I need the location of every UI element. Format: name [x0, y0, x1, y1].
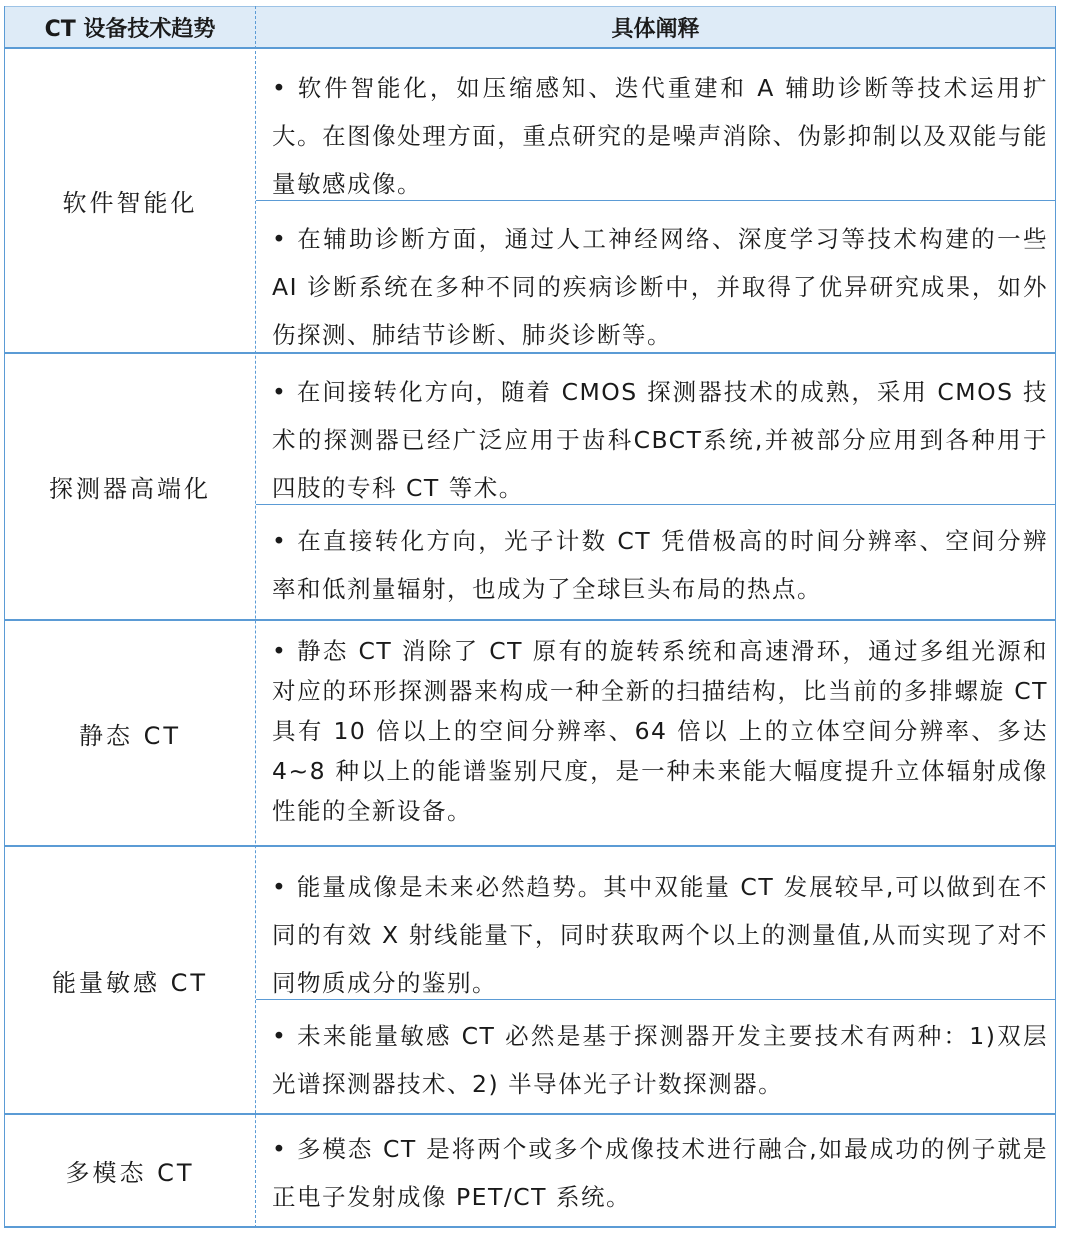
detail-cell [256, 48, 1055, 201]
trend-label: 软件智能化 [62, 188, 198, 217]
detail-text: • 静态 CT 消除了 CT 原有的旋转系统和高速滑环，通过多组光源和对应的环形探测器来构成一种全新的扫描结构，比当前的多排螺旋 CT 具有 10 倍以上的空间分辨率、64 倍以 上的立体空间分辨率、多达 4~8 种以上的能谱鉴别尺度，是一种未来能大幅度提升立体辐射成像性能的全新设备。 [272, 637, 1048, 825]
detail-text: • 多模态 CT 是将两个或多个成像技术进行融合,如最成功的例子就是正电子发射成像 PET/CT 系统。 [272, 1135, 1048, 1211]
detail-cell [256, 505, 1055, 619]
detail-cell [256, 621, 1055, 845]
trend-label: 多模态 CT [65, 1159, 195, 1187]
detail-cell [256, 354, 1055, 505]
ct-trend-table [4, 6, 1056, 1228]
detail-cell [256, 1000, 1055, 1113]
trend-label: 探测器高端化 [49, 475, 211, 503]
detail-text: • 在辅助诊断方面，通过人工神经网络、深度学习等技术构建的一些 AI 诊断系统在多种不同的疾病诊断中，并取得了优异研究成果，如外伤探测、肺结节诊断、肺炎诊断等。 [272, 225, 1048, 349]
table-row [5, 1115, 1055, 1226]
table-row [5, 354, 1055, 621]
detail-text: • 能量成像是未来必然趋势。其中双能量 CT 发展较早,可以做到在不同的有效 X 射线能量下，同时获取两个以上的测量值,从而实现了对不同物质成分的鉴别。 [272, 873, 1048, 997]
table-row [5, 847, 1055, 1115]
detail-text: • 在间接转化方向，随着 CMOS 探测器技术的成熟，采用 CMOS 技术的探测器已经广泛应用于齿科CBCT系统,并被部分应用到各种用于四肢的专科 CT 等术。 [272, 378, 1048, 502]
trend-label: 能量敏感 CT [51, 968, 209, 997]
detail-cell [256, 1115, 1055, 1226]
table-row [5, 621, 1055, 847]
detail-cell [256, 201, 1055, 352]
column-divider [255, 6, 256, 1228]
detail-text: • 未来能量敏感 CT 必然是基于探测器开发主要技术有两种：1)双层光谱探测器技术、2) 半导体光子计数探测器。 [272, 1022, 1048, 1098]
table-header [5, 6, 1055, 49]
detail-text: • 软件智能化，如压缩感知、迭代重建和 A 辅助诊断等技术运用扩大。在图像处理方面，重点研究的是噪声消除、伪影抑制以及双能与能量敏感成像。 [272, 74, 1048, 198]
table-row [5, 48, 1055, 354]
detail-text: • 在直接转化方向，光子计数 CT 凭借极高的时间分辨率、空间分辨率和低剂量辐射，也成为了全球巨头布局的热点。 [272, 527, 1048, 603]
header-trend: CT 设备技术趋势 [44, 16, 216, 42]
header-detail: 具体阐释 [611, 16, 700, 42]
trend-label: 静态 CT [78, 721, 182, 750]
detail-cell [256, 847, 1055, 1000]
